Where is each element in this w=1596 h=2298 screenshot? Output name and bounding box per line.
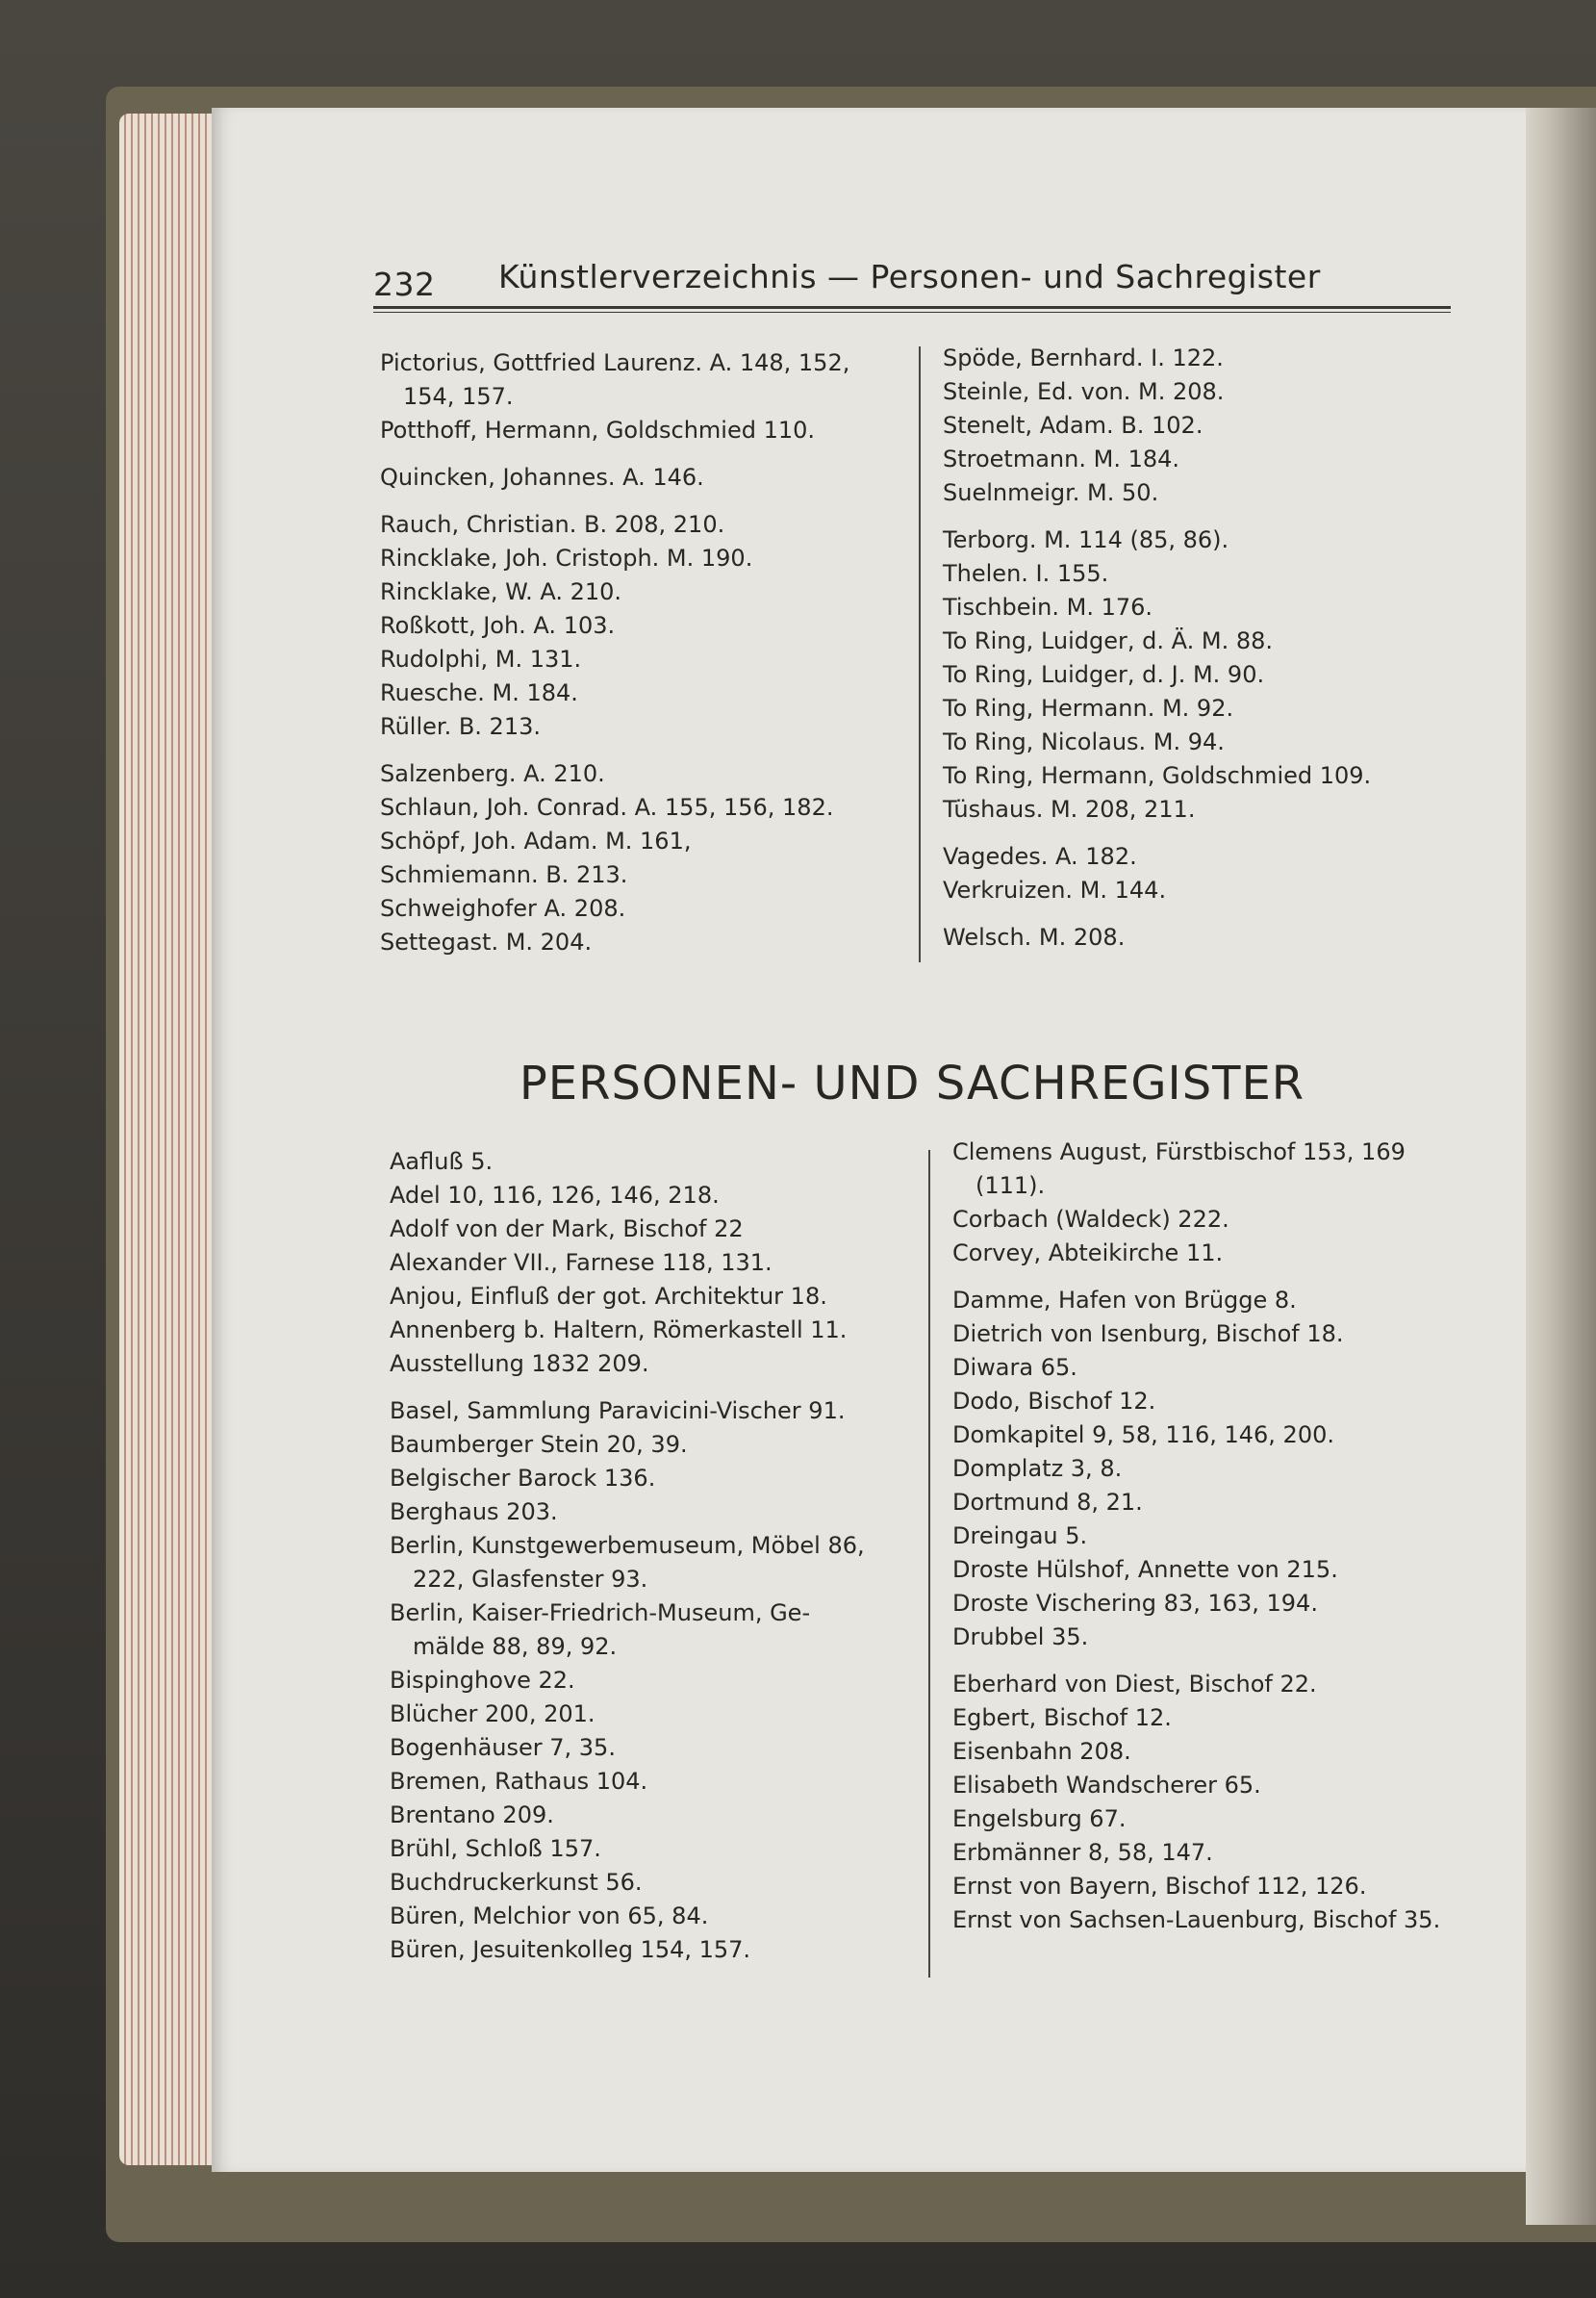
index-entry: Rüller. B. 213. <box>380 713 541 740</box>
index-entry: Spöde, Bernhard. I. 122. <box>943 345 1224 371</box>
running-head-title: Künstlerverzeichnis — Personen- und Sachregister <box>498 258 1321 295</box>
index-entry: Thelen. I. 155. <box>943 560 1109 587</box>
index-entry: Damme, Hafen von Brügge 8. <box>952 1287 1297 1314</box>
index-entry: Berlin, Kunstgewerbemuseum, Möbel 86, <box>390 1532 865 1559</box>
page-number: 232 <box>373 266 436 303</box>
index-entry: Brentano 209. <box>390 1801 554 1828</box>
header-rule-thin <box>373 312 1451 313</box>
index-entry: Engelsburg 67. <box>952 1805 1127 1832</box>
index-entry: Corbach (Waldeck) 222. <box>952 1206 1229 1233</box>
index-entry: Schöpf, Joh. Adam. M. 161, <box>380 828 692 855</box>
index-entry: Schmiemann. B. 213. <box>380 861 628 888</box>
index-entry: Schlaun, Joh. Conrad. A. 155, 156, 182. <box>380 794 834 821</box>
index-entry: 222, Glasfenster 93. <box>413 1566 648 1593</box>
index-entry: Dreingau 5. <box>952 1522 1088 1549</box>
index-entry: Vagedes. A. 182. <box>943 843 1137 870</box>
index-entry: Steinle, Ed. von. M. 208. <box>943 378 1225 405</box>
header-rule <box>373 306 1451 309</box>
index-entry: mälde 88, 89, 92. <box>413 1633 618 1660</box>
index-entry: Clemens August, Fürstbischof 153, 169 <box>952 1138 1406 1165</box>
index-entry: Diwara 65. <box>952 1354 1077 1381</box>
index-entry: Ausstellung 1832 209. <box>390 1350 649 1377</box>
index-entry: Welsch. M. 208. <box>943 924 1126 951</box>
index-entry: Dietrich von Isenburg, Bischof 18. <box>952 1320 1344 1347</box>
index-entry: Blücher 200, 201. <box>390 1700 595 1727</box>
index-entry: Berghaus 203. <box>390 1498 558 1525</box>
index-entry: Büren, Melchior von 65, 84. <box>390 1902 709 1929</box>
running-head <box>373 258 1451 306</box>
index-entry: Erbmänner 8, 58, 147. <box>952 1839 1213 1866</box>
index-entry: Ernst von Sachsen-Lauenburg, Bischof 35. <box>952 1906 1441 1933</box>
index-entry: To Ring, Luidger, d. J. M. 90. <box>943 661 1265 688</box>
index-entry: Adolf von der Mark, Bischof 22 <box>390 1215 744 1242</box>
register-right-column <box>952 1136 1440 1937</box>
artist-index-left-column <box>380 346 849 959</box>
index-entry: Bogenhäuser 7, 35. <box>390 1734 616 1761</box>
index-entry: Domkapitel 9, 58, 116, 146, 200. <box>952 1421 1334 1448</box>
index-entry: Quincken, Johannes. A. 146. <box>380 464 704 491</box>
index-entry: Verkruizen. M. 144. <box>943 877 1167 904</box>
index-entry: 154, 157. <box>403 383 514 410</box>
index-entry: Pictorius, Gottfried Laurenz. A. 148, 152, <box>380 349 850 376</box>
index-entry: Terborg. M. 114 (85, 86). <box>943 526 1229 553</box>
index-entry: Basel, Sammlung Paravicini-Vischer 91. <box>390 1397 846 1424</box>
index-entry: Drubbel 35. <box>952 1623 1089 1650</box>
index-entry: Tüshaus. M. 208, 211. <box>943 796 1196 823</box>
index-entry: Rudolphi, M. 131. <box>380 646 582 673</box>
index-entry: Eisenbahn 208. <box>952 1738 1131 1765</box>
index-entry: Droste Vischering 83, 163, 194. <box>952 1590 1318 1617</box>
index-entry: Alexander VII., Farnese 118, 131. <box>390 1249 773 1276</box>
index-entry: Salzenberg. A. 210. <box>380 760 605 787</box>
index-entry: Bispinghove 22. <box>390 1667 575 1694</box>
index-entry: Ernst von Bayern, Bischof 112, 126. <box>952 1873 1367 1900</box>
index-entry: Domplatz 3, 8. <box>952 1455 1123 1482</box>
section-title: PERSONEN- UND SACHREGISTER <box>519 1057 1305 1111</box>
index-entry: Baumberger Stein 20, 39. <box>390 1431 688 1458</box>
index-entry: Corvey, Abteikirche 11. <box>952 1239 1224 1266</box>
index-entry: Settegast. M. 204. <box>380 929 593 956</box>
column-divider <box>919 346 921 962</box>
index-entry: Tischbein. M. 176. <box>943 594 1153 621</box>
index-entry: Buchdruckerkunst 56. <box>390 1869 643 1896</box>
book-gutter <box>1526 108 1596 2225</box>
index-entry: Rauch, Christian. B. 208, 210. <box>380 511 725 538</box>
index-entry: To Ring, Nicolaus. M. 94. <box>943 728 1225 755</box>
page-edges <box>119 114 225 2165</box>
index-entry: Bremen, Rathaus 104. <box>390 1768 648 1795</box>
index-entry: Brühl, Schloß 157. <box>390 1835 601 1862</box>
register-left-column <box>390 1145 865 1967</box>
index-entry: Dodo, Bischof 12. <box>952 1388 1156 1415</box>
index-entry: Anjou, Einfluß der got. Architektur 18. <box>390 1283 827 1310</box>
index-entry: Eberhard von Diest, Bischof 22. <box>952 1671 1317 1698</box>
index-entry: To Ring, Hermann. M. 92. <box>943 695 1234 722</box>
index-entry: Stenelt, Adam. B. 102. <box>943 412 1203 439</box>
index-entry: Suelnmeigr. M. 50. <box>943 479 1159 506</box>
index-entry: Rueschе. M. 184. <box>380 679 578 706</box>
index-entry: Roßkott, Joh. A. 103. <box>380 612 616 639</box>
index-entry: Aafluß 5. <box>390 1148 494 1175</box>
index-entry: Droste Hülshof, Annette von 215. <box>952 1556 1338 1583</box>
column-divider <box>928 1150 930 1978</box>
index-entry: Büren, Jesuitenkolleg 154, 157. <box>390 1936 751 1963</box>
index-entry: Egbert, Bischof 12. <box>952 1704 1172 1731</box>
artist-index-right-column <box>943 342 1371 955</box>
index-entry: Annenberg b. Haltern, Römerkastell 11. <box>390 1316 848 1343</box>
index-entry: Rincklake, W. A. 210. <box>380 578 622 605</box>
index-entry: To Ring, Hermann, Goldschmied 109. <box>943 762 1372 789</box>
index-entry: To Ring, Luidger, d. Ä. M. 88. <box>943 627 1274 654</box>
index-entry: Rincklake, Joh. Cristoph. M. 190. <box>380 545 753 572</box>
index-entry: (111). <box>975 1172 1046 1199</box>
index-entry: Schweighofer A. 208. <box>380 895 626 922</box>
index-entry: Adel 10, 116, 126, 146, 218. <box>390 1182 720 1209</box>
index-entry: Dortmund 8, 21. <box>952 1489 1143 1516</box>
index-entry: Berlin, Kaiser-Friedrich-Museum, Ge- <box>390 1599 811 1626</box>
index-entry: Elisabeth Wandscherer 65. <box>952 1772 1261 1799</box>
index-entry: Potthoff, Hermann, Goldschmied 110. <box>380 417 816 444</box>
index-entry: Stroetmann. M. 184. <box>943 446 1180 472</box>
index-entry: Belgischer Barock 136. <box>390 1465 656 1492</box>
